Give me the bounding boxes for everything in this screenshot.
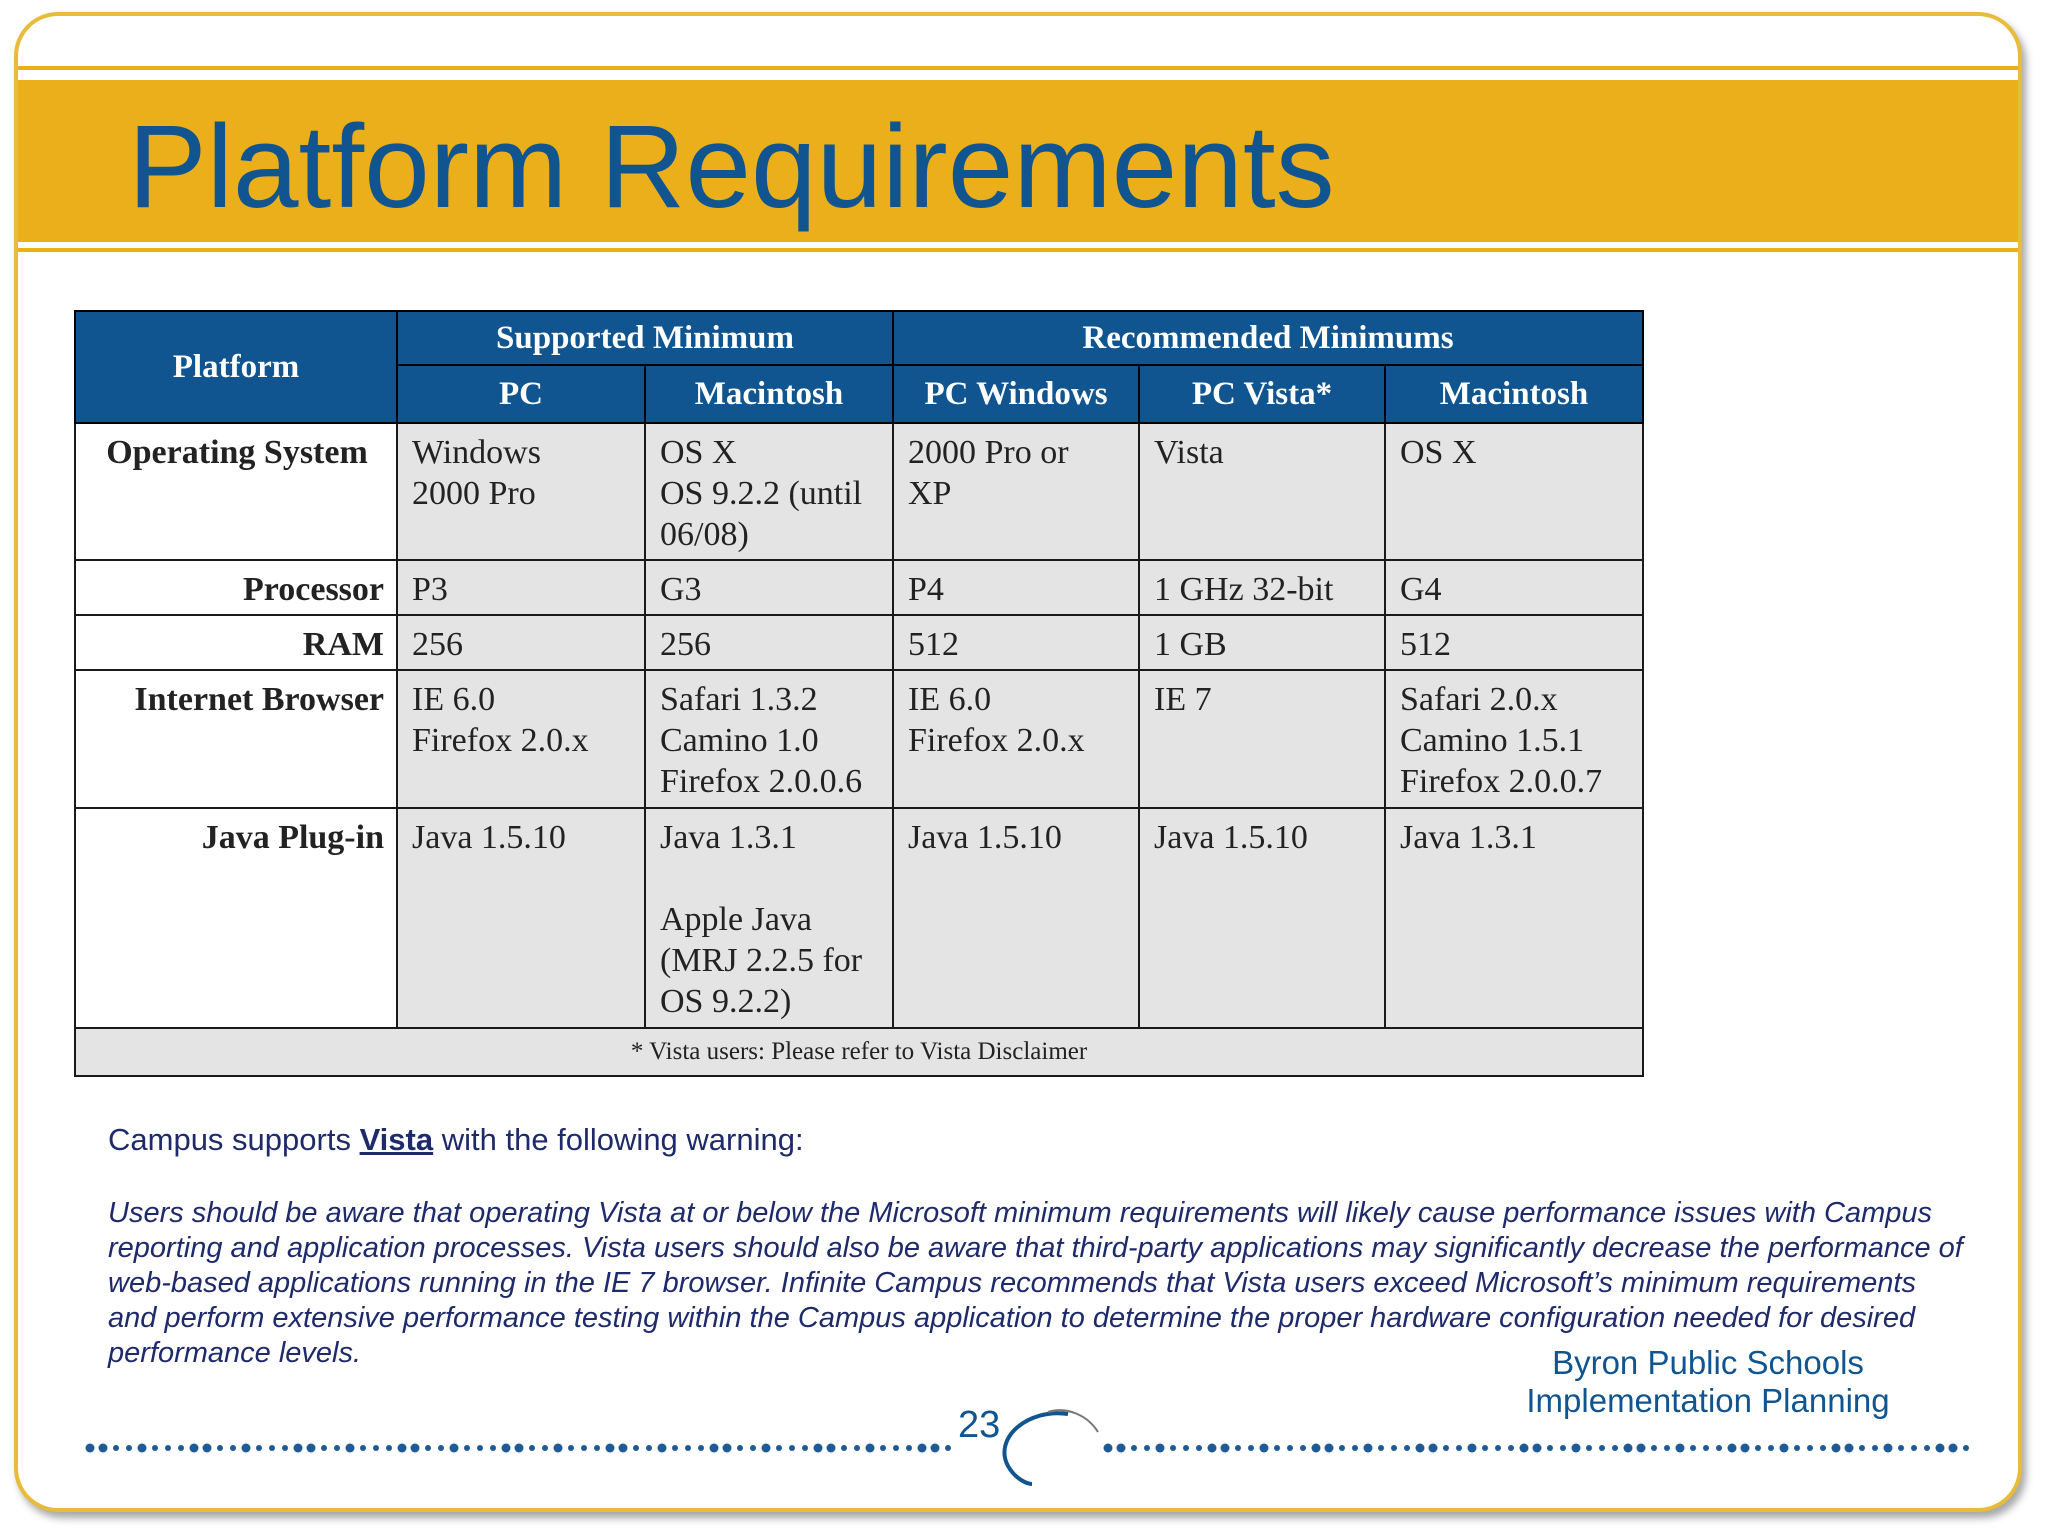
divider-dot: [203, 1444, 212, 1453]
divider-dot: [1807, 1445, 1813, 1451]
divider-dot: [1533, 1444, 1542, 1453]
table-cell: 1 GHz 32-bit: [1139, 560, 1385, 615]
divider-dot: [619, 1444, 628, 1453]
column-header: PC Windows: [893, 365, 1139, 423]
divider-dot: [893, 1445, 899, 1451]
divider-dot: [866, 1444, 875, 1453]
column-header: Macintosh: [645, 365, 893, 423]
table-cell: Safari 1.3.2 Camino 1.0 Firefox 2.0.0.6: [645, 670, 893, 808]
divider-dot: [1755, 1445, 1761, 1451]
table-cell: 2000 Pro or XP: [893, 423, 1139, 560]
dots-right: [1104, 1444, 1970, 1453]
divider-dot: [841, 1445, 847, 1451]
divider-dot: [1144, 1445, 1150, 1451]
divider-dot: [685, 1445, 691, 1451]
table-cell: Java 1.5.10: [397, 808, 645, 1028]
divider-dot: [190, 1444, 199, 1453]
divider-dot: [398, 1444, 407, 1453]
divider-dot: [1274, 1445, 1280, 1451]
divider-dot: [1963, 1445, 1969, 1451]
table-cell: 512: [893, 615, 1139, 670]
table-cell: Java 1.5.10: [1139, 808, 1385, 1028]
divider-dot: [450, 1444, 459, 1453]
divider-dot: [113, 1445, 119, 1451]
divider-dot: [411, 1444, 420, 1453]
divider-dot: [672, 1445, 678, 1451]
vista-footnote: * Vista users: Please refer to Vista Disclaimer: [75, 1028, 1643, 1076]
divider-dot: [217, 1445, 223, 1451]
divider-dot: [1364, 1444, 1373, 1453]
divider-dot: [723, 1444, 732, 1453]
divider-dot: [1287, 1445, 1293, 1451]
table-cell: Java 1.3.1 Apple Java (MRJ 2.2.5 for OS 9.2.2): [645, 808, 893, 1028]
requirements-table: [74, 310, 1644, 1077]
divider-dot: [814, 1444, 823, 1453]
divider-dot: [1495, 1445, 1501, 1451]
table-row: [75, 560, 1643, 615]
divider-dot: [1391, 1445, 1397, 1451]
divider-dot: [1716, 1445, 1722, 1451]
divider-dot: [880, 1445, 886, 1451]
divider-dot: [1248, 1445, 1254, 1451]
divider-dot: [931, 1444, 940, 1453]
divider-dot: [1443, 1445, 1449, 1451]
row-label: Operating System: [75, 423, 397, 560]
divider-dot: [1651, 1445, 1657, 1451]
table-cell: IE 7: [1139, 670, 1385, 808]
divider-dot: [1325, 1444, 1334, 1453]
column-header: PC: [397, 365, 645, 423]
divider-dot: [776, 1445, 782, 1451]
divider-dot: [1196, 1445, 1202, 1451]
table-cell: 256: [397, 615, 645, 670]
divider-dot: [334, 1445, 340, 1451]
title-rule-top: [18, 66, 2018, 70]
divider-dot: [269, 1445, 275, 1451]
divider-dot: [373, 1445, 379, 1451]
table-cell: 256: [645, 615, 893, 670]
divider-dot: [1339, 1445, 1345, 1451]
divider-dot: [529, 1445, 535, 1451]
divider-dot: [1404, 1445, 1410, 1451]
recommended-minimums-header: Recommended Minimums: [893, 311, 1643, 365]
divider-dot: [827, 1444, 836, 1453]
table-cell: OS X OS 9.2.2 (until 06/08): [645, 423, 893, 560]
divider-dot: [230, 1445, 236, 1451]
divider-dot: [1884, 1444, 1893, 1453]
divider-dot: [1728, 1444, 1737, 1453]
table-cell: IE 6.0 Firefox 2.0.x: [893, 670, 1139, 808]
divider-dot: [1352, 1445, 1358, 1451]
divider-dot: [1703, 1445, 1709, 1451]
divider-dot: [1429, 1444, 1438, 1453]
table-cell: Vista: [1139, 423, 1385, 560]
divider-dot: [1898, 1445, 1904, 1451]
divider-dot: [1508, 1445, 1514, 1451]
title-rule-bottom: [18, 248, 2018, 252]
support-statement: Campus supports Vista with the following warning:: [108, 1122, 804, 1157]
divider-dot: [750, 1445, 756, 1451]
divider-dot: [165, 1445, 171, 1451]
vista-link[interactable]: Vista: [359, 1122, 434, 1157]
divider-dot: [490, 1445, 496, 1451]
divider-dot: [1260, 1444, 1269, 1453]
divider-dot: [425, 1445, 431, 1451]
divider-dot: [99, 1444, 108, 1453]
table-row: [75, 670, 1643, 808]
slide-frame: [14, 12, 2022, 1512]
divider-dot: [386, 1445, 392, 1451]
divider-dot: [1520, 1444, 1529, 1453]
footer-line-2: Implementation Planning: [1526, 1382, 1890, 1419]
divider-dot: [1104, 1444, 1113, 1453]
divider-dot: [1872, 1445, 1878, 1451]
table-cell: G3: [645, 560, 893, 615]
divider-dot: [542, 1445, 548, 1451]
column-header: PC Vista*: [1139, 365, 1385, 423]
table-cell: Windows 2000 Pro: [397, 423, 645, 560]
divider-dot: [360, 1445, 366, 1451]
divider-dot: [918, 1444, 927, 1453]
divider-dot: [1300, 1445, 1306, 1451]
divider-dot: [178, 1445, 184, 1451]
divider-dot: [658, 1444, 667, 1453]
table-cell: Java 1.5.10: [893, 808, 1139, 1028]
divider-dot: [1547, 1445, 1553, 1451]
divider-dot: [1235, 1445, 1241, 1451]
divider-dot: [1949, 1444, 1958, 1453]
divider-dot: [1586, 1445, 1592, 1451]
divider-dot: [1859, 1445, 1865, 1451]
divider-dot: [256, 1445, 262, 1451]
divider-dot: [1117, 1444, 1126, 1453]
divider-dot: [1936, 1444, 1945, 1453]
divider-dot: [1170, 1445, 1176, 1451]
row-label: Java Plug-in: [75, 808, 397, 1028]
divider-dot: [945, 1445, 951, 1451]
divider-dot: [646, 1445, 652, 1451]
divider-dot: [710, 1444, 719, 1453]
table-cell: 1 GB: [1139, 615, 1385, 670]
divider-dot: [152, 1445, 158, 1451]
row-label: Processor: [75, 560, 397, 615]
divider-dot: [802, 1445, 808, 1451]
divider-dot: [906, 1445, 912, 1451]
divider-dot: [282, 1445, 288, 1451]
divider-dot: [346, 1444, 355, 1453]
divider-dot: [1676, 1444, 1685, 1453]
divider-dot: [321, 1445, 327, 1451]
divider-dot: [762, 1444, 771, 1453]
table-cell: Safari 2.0.x Camino 1.5.1 Firefox 2.0.0.7: [1385, 670, 1643, 808]
divider-dot: [1183, 1445, 1189, 1451]
divider-dot: [477, 1445, 483, 1451]
supported-minimum-header: Supported Minimum: [397, 311, 893, 365]
divider-dot: [1156, 1444, 1165, 1453]
footer-line-1: Byron Public Schools: [1552, 1344, 1864, 1381]
table-cell: OS X: [1385, 423, 1643, 560]
divider-dot: [606, 1444, 615, 1453]
table-cell: P4: [893, 560, 1139, 615]
divider-dot: [464, 1445, 470, 1451]
divider-dot: [737, 1445, 743, 1451]
divider-dot: [1780, 1444, 1789, 1453]
divider-dot: [854, 1445, 860, 1451]
divider-dot: [1924, 1445, 1930, 1451]
divider-dot: [502, 1444, 511, 1453]
table-cell: G4: [1385, 560, 1643, 615]
divider-dot: [1560, 1445, 1566, 1451]
divider-dot: [1416, 1444, 1425, 1453]
divider-dot: [1482, 1445, 1488, 1451]
row-label: Internet Browser: [75, 670, 397, 808]
divider-dot: [294, 1444, 303, 1453]
divider-dot: [1131, 1445, 1137, 1451]
page-number: 23: [958, 1404, 1001, 1446]
divider-dot: [594, 1445, 600, 1451]
table-cell: Java 1.3.1: [1385, 808, 1643, 1028]
table-row: [75, 423, 1643, 560]
divider-dot: [1572, 1444, 1581, 1453]
divider-dot: [581, 1445, 587, 1451]
divider-dot: [1637, 1444, 1646, 1453]
divider-dot: [1378, 1445, 1384, 1451]
divider-dot: [1624, 1444, 1633, 1453]
divider-dot: [515, 1444, 524, 1453]
swoosh-icon: [1004, 1413, 1068, 1484]
table-row: [75, 615, 1643, 670]
divider-dot: [1845, 1444, 1854, 1453]
divider-dot: [1768, 1445, 1774, 1451]
divider-dot: [1456, 1445, 1462, 1451]
row-label: RAM: [75, 615, 397, 670]
divider-dot: [554, 1444, 563, 1453]
divider-dot: [633, 1445, 639, 1451]
divider-dot: [1741, 1444, 1750, 1453]
dots-left: [86, 1444, 952, 1453]
divider-dot: [1911, 1445, 1917, 1451]
divider-dot: [1690, 1445, 1696, 1451]
divider-dot: [1832, 1444, 1841, 1453]
slide-title: Platform Requirements: [128, 101, 1335, 233]
divider-dot: [126, 1445, 132, 1451]
vista-warning: Users should be aware that operating Vista at or below the Microsoft minimum requirements will likely cause performance issues with Campus reporting and application processes. Vista users should also be aware that third-party applications may significantly decrease the performance of web-based applications running in the IE 7 browser. Infinite Campus recommends that Vista users exceed Microsoft’s minimum requirements and perform extensive performance testing within the Campus application to determine the proper hardware configuration needed for desired performance levels.: [108, 1197, 1963, 1369]
table-cell: P3: [397, 560, 645, 615]
divider-dot: [1664, 1445, 1670, 1451]
platform-header: Platform: [75, 311, 397, 423]
divider-dot: [1599, 1445, 1605, 1451]
table-row: [75, 808, 1643, 1028]
divider-dot: [1208, 1444, 1217, 1453]
divider-dot: [86, 1444, 95, 1453]
divider-dot: [1468, 1444, 1477, 1453]
divider-dot: [307, 1444, 316, 1453]
table-cell: IE 6.0 Firefox 2.0.x: [397, 670, 645, 808]
divider-dot: [789, 1445, 795, 1451]
divider-dot: [1612, 1445, 1618, 1451]
divider-dot: [1820, 1445, 1826, 1451]
table-cell: 512: [1385, 615, 1643, 670]
divider-dot: [438, 1445, 444, 1451]
divider-dot: [138, 1444, 147, 1453]
divider-dot: [698, 1445, 704, 1451]
divider-dot: [1221, 1444, 1230, 1453]
divider-dot: [1794, 1445, 1800, 1451]
column-header: Macintosh: [1385, 365, 1643, 423]
divider-dot: [568, 1445, 574, 1451]
divider-dot: [242, 1444, 251, 1453]
dotted-divider: [18, 1388, 2018, 1488]
divider-dot: [1312, 1444, 1321, 1453]
